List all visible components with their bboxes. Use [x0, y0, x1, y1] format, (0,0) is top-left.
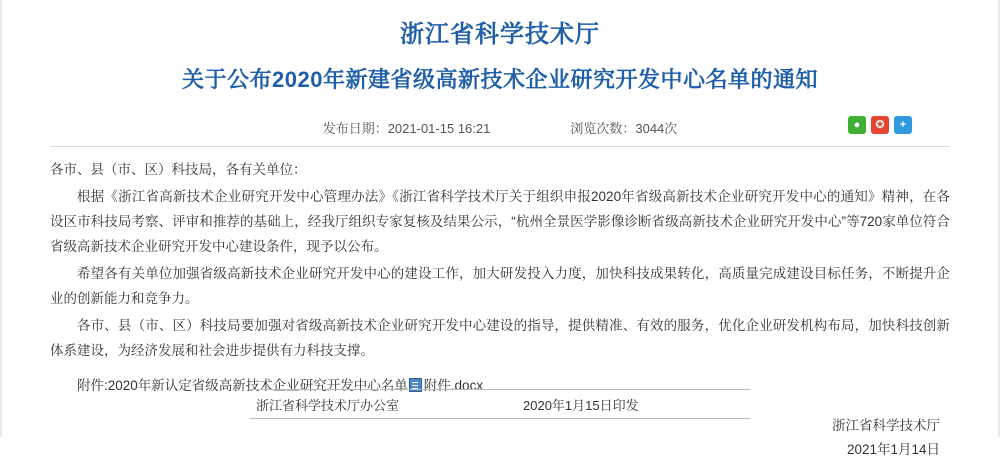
- paragraph-2: 希望各有关单位加强省级高新技术企业研究开发中心的建设工作，加大研发投入力度，加快科技成果转化，高质量完成建设目标任务，不断提升企业的创新能力和竞争力。: [50, 266, 950, 306]
- footer-office: 浙江省科学技术厅办公室: [256, 397, 400, 413]
- document-footer: [250, 389, 750, 419]
- title-block: [50, 0, 950, 96]
- signature-org: 浙江省科学技术厅: [832, 418, 940, 433]
- organization-title: 浙江省科学技术厅: [400, 21, 600, 48]
- share-more-icon[interactable]: +: [894, 116, 912, 134]
- weibo-icon[interactable]: ✪: [871, 116, 889, 134]
- signature-date: 2021年1月14日: [846, 442, 940, 457]
- header-divider: [50, 146, 950, 147]
- signature-block: [50, 414, 950, 462]
- paragraph-3: 各市、县（市、区）科技局要加强对省级高新技术企业研究开发中心建设的指导，提供精准、有效的服务，优化企业研发机构布局，加快科技创新体系建设，为经济发展和社会进步提供有力科技支撑。: [50, 318, 950, 358]
- paragraph-1: 根据《浙江省高新技术企业研究开发中心管理办法》《浙江省科学技术厅关于组织申报2020年省级高新技术企业研究开发中心的通知》精神，在各设区市科技局考察、评审和推荐的基础上，经我厅组织专家复核及结果公示，“杭州全景医学影像诊断省级高新技术企业研究开发中心”等720家单位符合省级高新技术企业研究开发中心建设条件，现予以公布。: [50, 189, 950, 254]
- attachment-link[interactable]: 附件.docx: [423, 378, 484, 393]
- document-body: [50, 157, 950, 363]
- page-title: 关于公布2020年新建省级高新技术企业研究开发中心名单的通知: [182, 67, 818, 92]
- metadata-row: [50, 116, 950, 138]
- attachment-label: 附件:2020年新认定省级高新技术企业研究开发中心名单: [77, 378, 408, 393]
- wechat-icon[interactable]: ●: [848, 116, 866, 134]
- publish-date: 发布日期：2021-01-15 16:21: [322, 120, 491, 136]
- share-icons: [848, 116, 912, 134]
- footer-print-date: 2020年1月15日印发: [523, 397, 639, 413]
- page-left-edge: [0, 0, 2, 437]
- view-count: 浏览次数：3044次: [570, 120, 678, 136]
- salutation: 各市、县（市、区）科技局，各有关单位：: [50, 162, 307, 177]
